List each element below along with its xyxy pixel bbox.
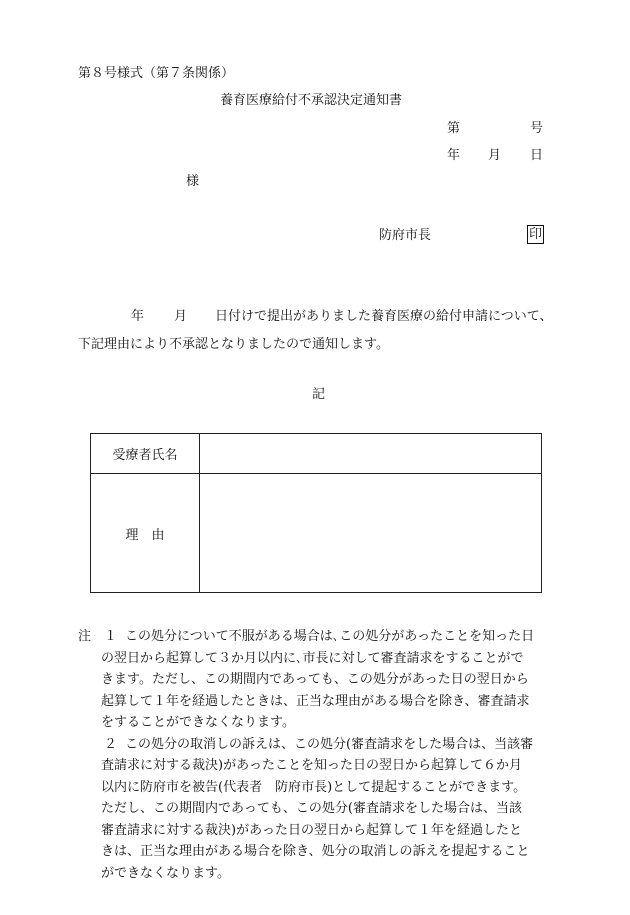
addressee-suffix: 様 [186,174,200,189]
reason-label: 理 由 [91,474,200,593]
note-1-line: 起算して１年を経過したときは、正当な理由がある場合を除き、審査請求 [101,693,530,709]
ki-heading: 記 [312,387,326,402]
notification-paragraph [78,303,578,359]
reason-value-cell [200,474,542,593]
date-year: 年 [447,148,461,163]
paragraph-month: 月 [174,309,188,324]
note-2-text [78,734,558,885]
seal-mark: 印 [529,227,543,242]
issuer-name: 防府市長 [379,228,432,243]
note-2-line: ただし、この期間内であっても、この処分(審査請求をした場合は、当該 [101,801,522,816]
note-1-line: きます。ただし、この期間内であっても、この処分があった日の翌日から [101,672,529,687]
paragraph-line-1-text: 日付けで提出がありました養育医療の給付申請について、 [215,309,553,324]
note-1 [78,626,558,734]
number-prefix: 第 [447,121,461,136]
name-value-cell [200,434,542,474]
note-1-number: １ [104,629,118,644]
table-row-name [91,434,542,474]
note-1-text [78,626,558,734]
note-2-line: 審査請求に対する裁決)があった日の翌日から起算して１年を経過したと [101,822,522,838]
number-suffix: 号 [530,121,544,136]
note-2-line: きは、正当な理由がある場合を除き、処分の取消しの訴えを提起すること [101,844,530,859]
note-2-line: この処分の取消しの訴えは、この処分(審査請求をした場合は、当該審 [125,736,534,752]
note-2-line: 査請求に対する裁決)があったことを知った日の翌日から起算して６か月 [101,758,522,773]
note-1-line: この処分について不服がある場合は､この処分があったことを知った日 [125,629,535,644]
paragraph-line-1 [78,303,578,331]
date-day: 日 [530,148,544,163]
note-1-line: をすることができなくなります。 [101,715,295,730]
note-2-line: 以内に防府市を被告(代表者 防府市長)として提起することができます。 [101,779,527,795]
notes-mark: 注 [78,629,92,644]
paragraph-year: 年 [131,309,145,324]
document-title: 養育医療給付不承認決定通知書 [220,93,403,108]
paragraph-line-2: 下記理由により不承認となりましたので通知します。 [78,337,389,352]
notes-section [78,626,558,884]
note-2-line: ができなくなります。 [101,865,230,881]
date-month: 月 [488,148,502,163]
note-1-line: の翌日から起算して３か月以内に､市長に対して審査請求をすることがで [101,650,524,666]
note-2 [78,734,558,885]
note-2-number: ２ [104,736,118,752]
table-row-reason [91,474,542,593]
name-label: 受療者氏名 [91,434,200,474]
form-number: 第８号様式（第７条関係） [78,66,235,81]
recipient-table [90,433,542,593]
